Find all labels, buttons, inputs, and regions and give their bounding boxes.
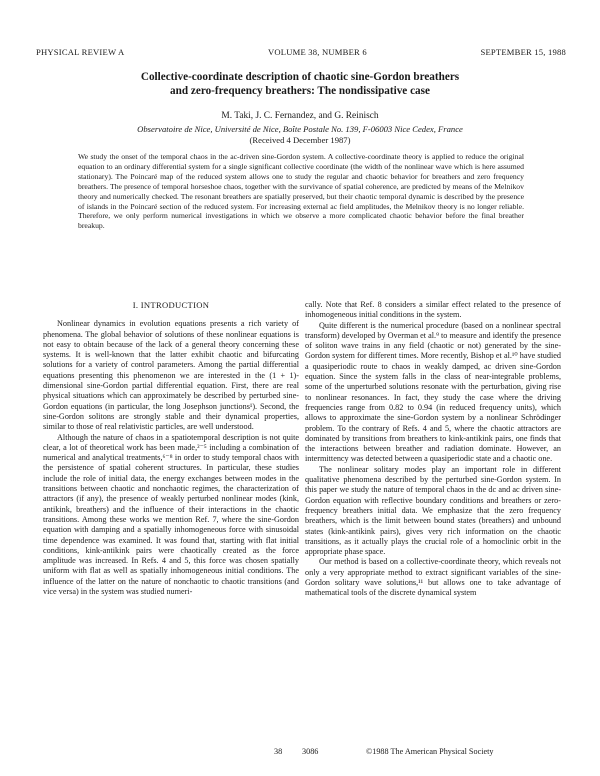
paragraph: Our method is based on a collective-coordinate theory, which reveals not only a very appropriate method to extract significant variables of the sine-Gordon solitary wave solutions,¹¹ but allows one to take advantage of mathematical tools of the discrete dynamical system	[305, 557, 561, 598]
footer-page-number: 3086	[302, 747, 319, 756]
paragraph: Nonlinear dynamics in evolution equations presents a rich variety of phenomena. The global behavior of solutions of these nonlinear equations is not easy to obtain because of the lack of a general theory concerning these systems. It is well-known that the latter exhibit chaotic and bifurcating solutions for a variety of control parameters. Among the partial differential equations presenting this phenomenon we are interested in the (1 + 1)-dimensional sine-Gordon partial differential equation. First, there are real physical situations which can approximately be described by perturbed sine-Gordon equations (in particular, the long Josephson junctions¹). Second, the sine-Gordon solitons are strongly stable and their dynamical properties, similar to those of real relativistic particles, are well understood.	[43, 319, 299, 432]
footer-volume: 38	[274, 747, 283, 756]
affiliation: Observatoire de Nice, Université de Nice, Boîte Postale No. 139, F-06003 Nice Cedex, France	[137, 124, 463, 134]
paper-title-line-1: Collective-coordinate description of chaotic sine-Gordon breathers	[140, 71, 460, 83]
issue-date: SEPTEMBER 15, 1988	[480, 47, 566, 57]
journal-name: PHYSICAL REVIEW A	[36, 47, 125, 57]
footer-copyright: ©1988 The American Physical Society	[366, 747, 494, 756]
paragraph: Quite different is the numerical procedure (based on a nonlinear spectral transform) developed by Overman et al.⁹ to measure and identify the presence of soliton wave trains in any field (chaotic or not) generated by the sine-Gordon system for different times. More recently, Bishop et al.¹⁰ have studied a quasiperiodic route to chaos in weakly damped, ac driven sine-Gordon equation. Since the system falls in the class of near-integrable problems, some of the unperturbed solutions resonate with the perturbation, giving rise to nonlinear resonances. In fact, they study the case where the driving frequencies range from 0.82 to 0.94 (in reduced frequency units), which allows to approximate the sine-Gordon system by a nonlinear Schrödinger problem. To the contrary of Refs. 4 and 5, where the chaotic attractors are dominated by transitions from breathers to kink-antikink pairs, one finds that the interactions between breather and radiation dominate. However, an intermittency was detected between a quasiperiodic state and a chaotic one.	[305, 320, 561, 464]
paragraph: cally. Note that Ref. 8 considers a similar effect related to the presence of inhomogeneous initial conditions in the system.	[305, 300, 561, 320]
volume-number: VOLUME 38, NUMBER 6	[268, 47, 367, 57]
section-heading: I. INTRODUCTION	[132, 300, 210, 310]
left-column	[43, 300, 299, 597]
paragraph: The nonlinear solitary modes play an important role in different qualitative phenomena described by the perturbed sine-Gordon system. In this paper we study the nature of temporal chaos in the dc and ac driven sine-Gordon equation with reflective boundary conditions and breathers or zero-frequency breathers initial data. We emphasize that the zero frequency breathers, which is the limit between bound states (breathers) and unbound states (kink-antikink pairs), gives very rich information on the chaotic transitions, as it actually plays the crucial role of a homoclinic orbit in the appropriate phase space.	[305, 464, 561, 557]
received-date: (Received 4 December 1987)	[249, 135, 351, 145]
paper-title-line-2: and zero-frequency breathers: The nondissipative case	[170, 85, 430, 97]
authors: M. Taki, J. C. Fernandez, and G. Reinisch	[221, 111, 379, 121]
paragraph: Although the nature of chaos in a spatiotemporal description is not quite clear, a lot of theoretical work has been made,²⁻⁵ including a combination of numerical and analytical treatments,⁶⁻⁸ in order to study temporal chaos with the persistence of spatial coherent structures. In particular, these studies include the role of initial data, the energy exchanges between modes in the transitions between chaotic and nonchaotic regimes, the characterization of attractors (if any), the presence of weakly perturbed nonlinear modes (kink, antikink, breathers) and the influence of their interactions in the chaotic transitions. Among these works we mention Ref. 7, where the sine-Gordon equation with damping and a spatially inhomogeneous force with sinusoidal time dependence was examined. It was found that, starting with flat initial conditions, kink-antikink pairs were chaotically created as the force amplitude was increased. In Refs. 4 and 5, this force was chosen spatially uniform with flat as well as spatially inhomogeneous initial conditions. The influence of the latter on the nature of nonchaotic to chaotic transitions (and vice versa) in the system was studied numeri-	[43, 432, 299, 597]
right-column	[305, 300, 561, 599]
abstract: We study the onset of the temporal chaos in the ac-driven sine-Gordon system. A collective-coordinate theory is applied to reduce the original equation to an ordinary differential system for a single significant collective coordinate (the width of the nonlinear wave which is here assumed stationary). The Poincaré map of the reduced system allows one to study the regular and chaotic behavior for breathers and zero frequency breathers. The presence of temporal horseshoe chaos, together with the survivance of spatial coherence, are predicted by means of the Melnikov theory and numerically checked. The resonant breathers are spatially preserved, but their chaotic temporal dynamic is described by the presence of islands in the Poincaré section of the reduced system. For increasing external ac field amplitudes, the Melnikov theory is no longer reliable. Therefore, we only perform numerical investigations in which we observe a more complicated chaotic behavior before the final breather breakup.	[78, 152, 524, 231]
